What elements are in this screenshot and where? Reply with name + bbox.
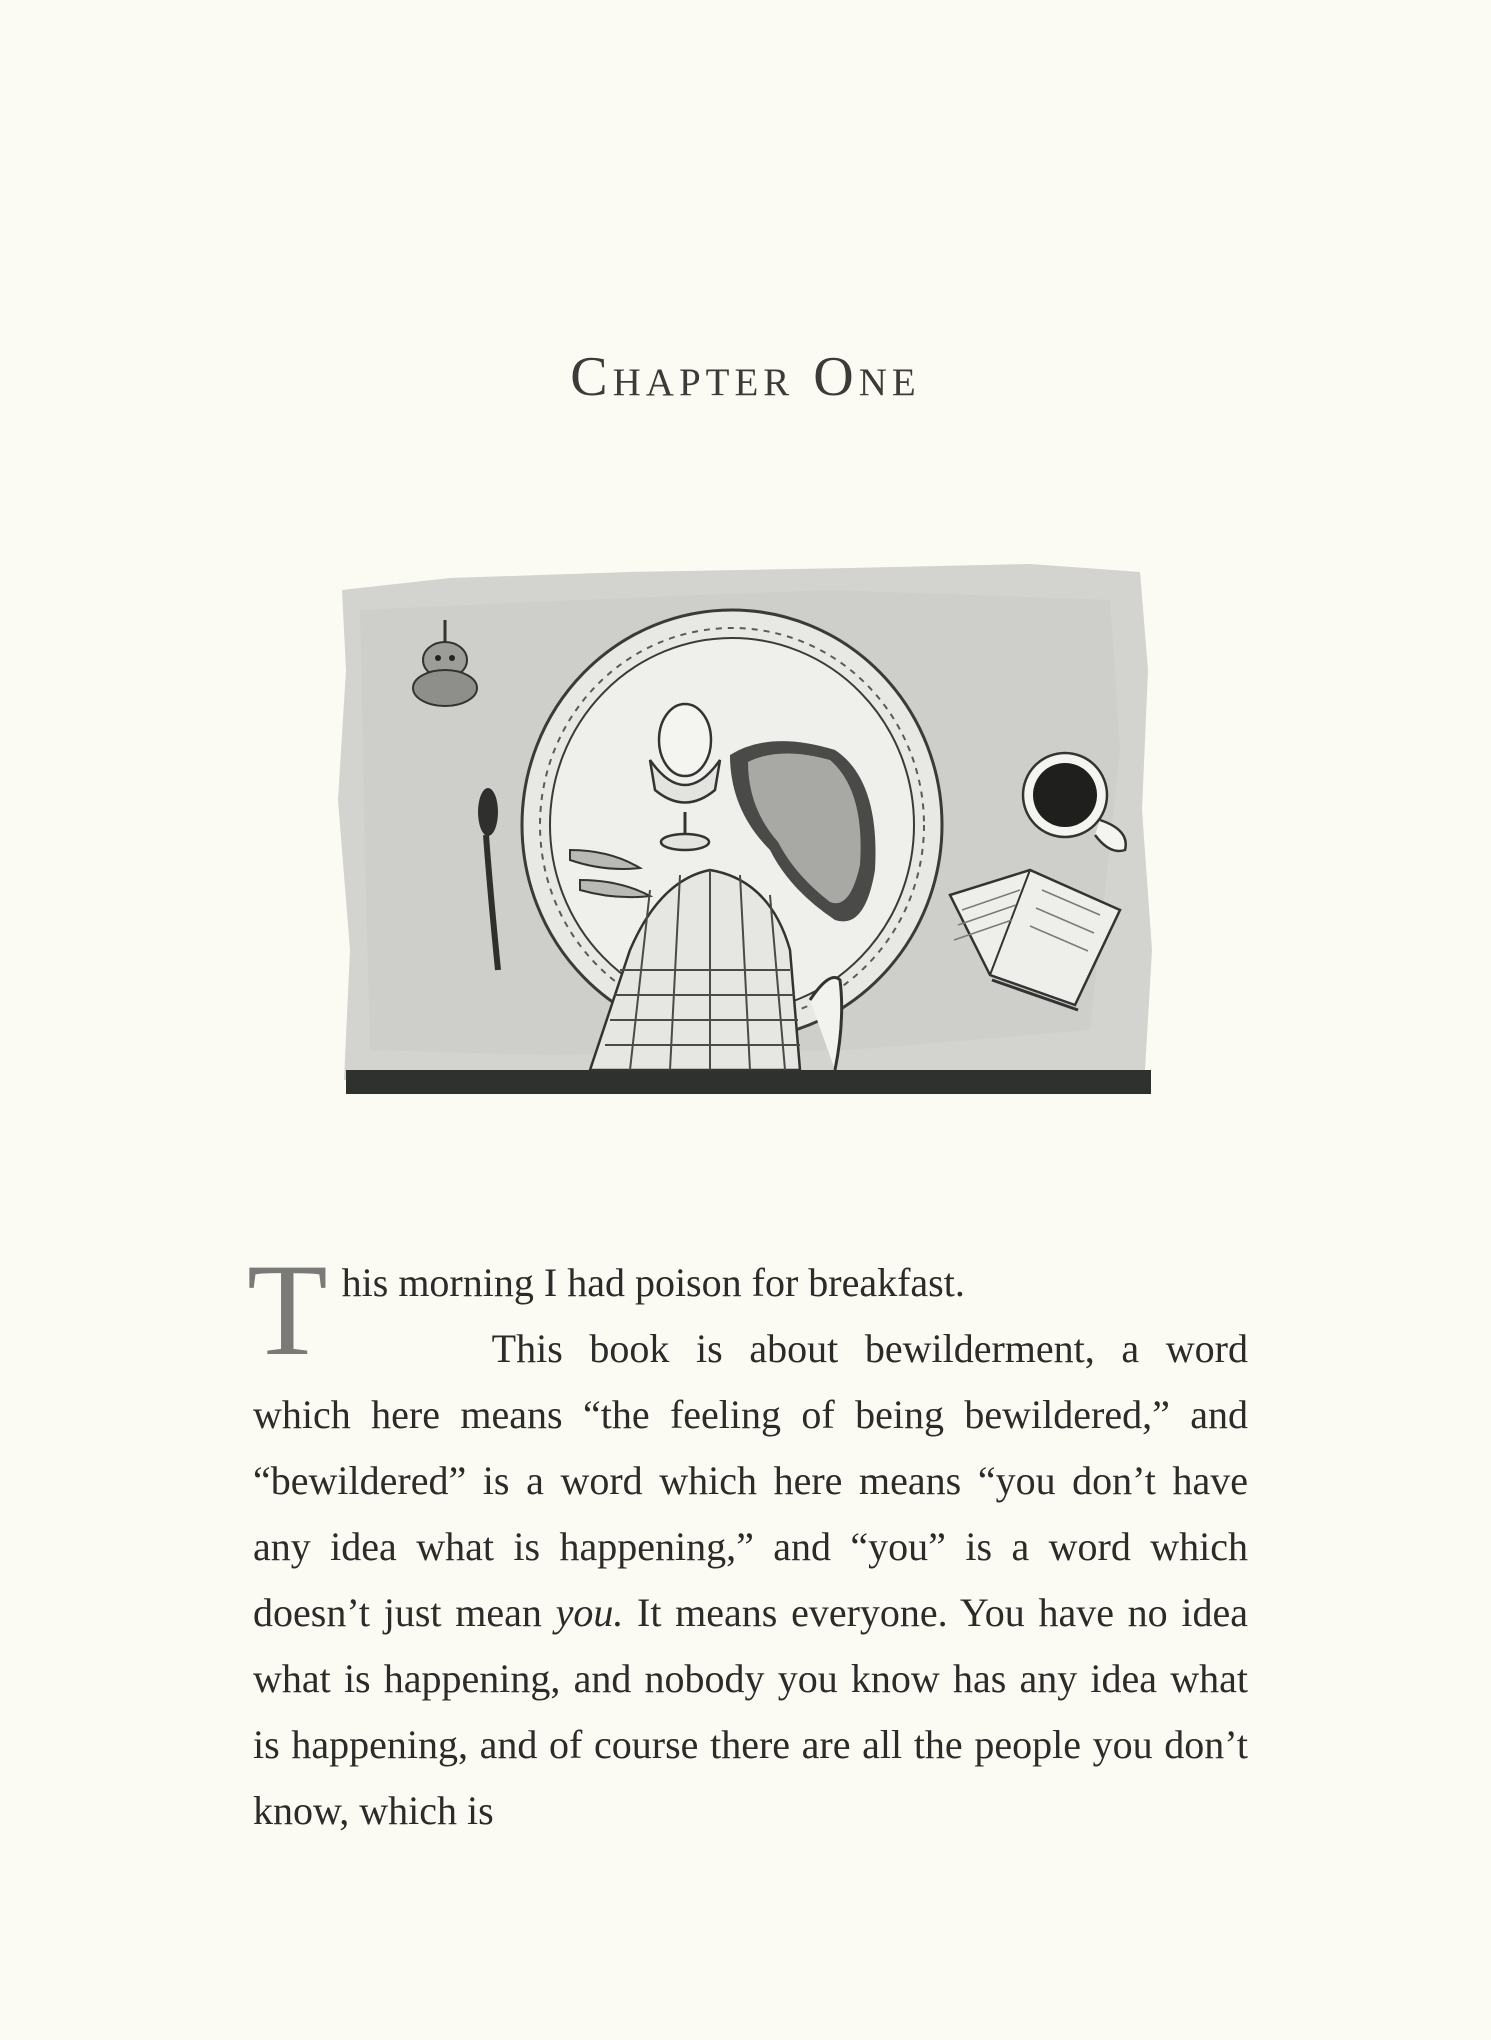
drop-cap: T	[247, 1236, 328, 1383]
paragraph	[253, 1316, 1248, 1844]
chapter-title: Chapter One	[570, 346, 921, 408]
opening-line: his morning I had poison for breakfast.	[341, 1260, 965, 1305]
table-edge	[346, 1070, 1151, 1094]
paragraph-text-part-2: It means everyone. You have no idea what is happening, and nobody you know has any idea what is happening, and of course there are all the people you don’t know, which is	[253, 1590, 1248, 1833]
breakfast-table-illustration	[330, 550, 1155, 1110]
emphasized-word: you.	[555, 1590, 624, 1635]
chapter-body-text	[247, 1236, 1248, 1844]
paragraph-text-part-1: This book is about bewilderment, a word which here means “the feeling of being bewildered,” and “bewildered” is a word which here means “you don’t have any idea what is happening,” and “you” is a word which doesn’t just mean	[253, 1326, 1248, 1635]
